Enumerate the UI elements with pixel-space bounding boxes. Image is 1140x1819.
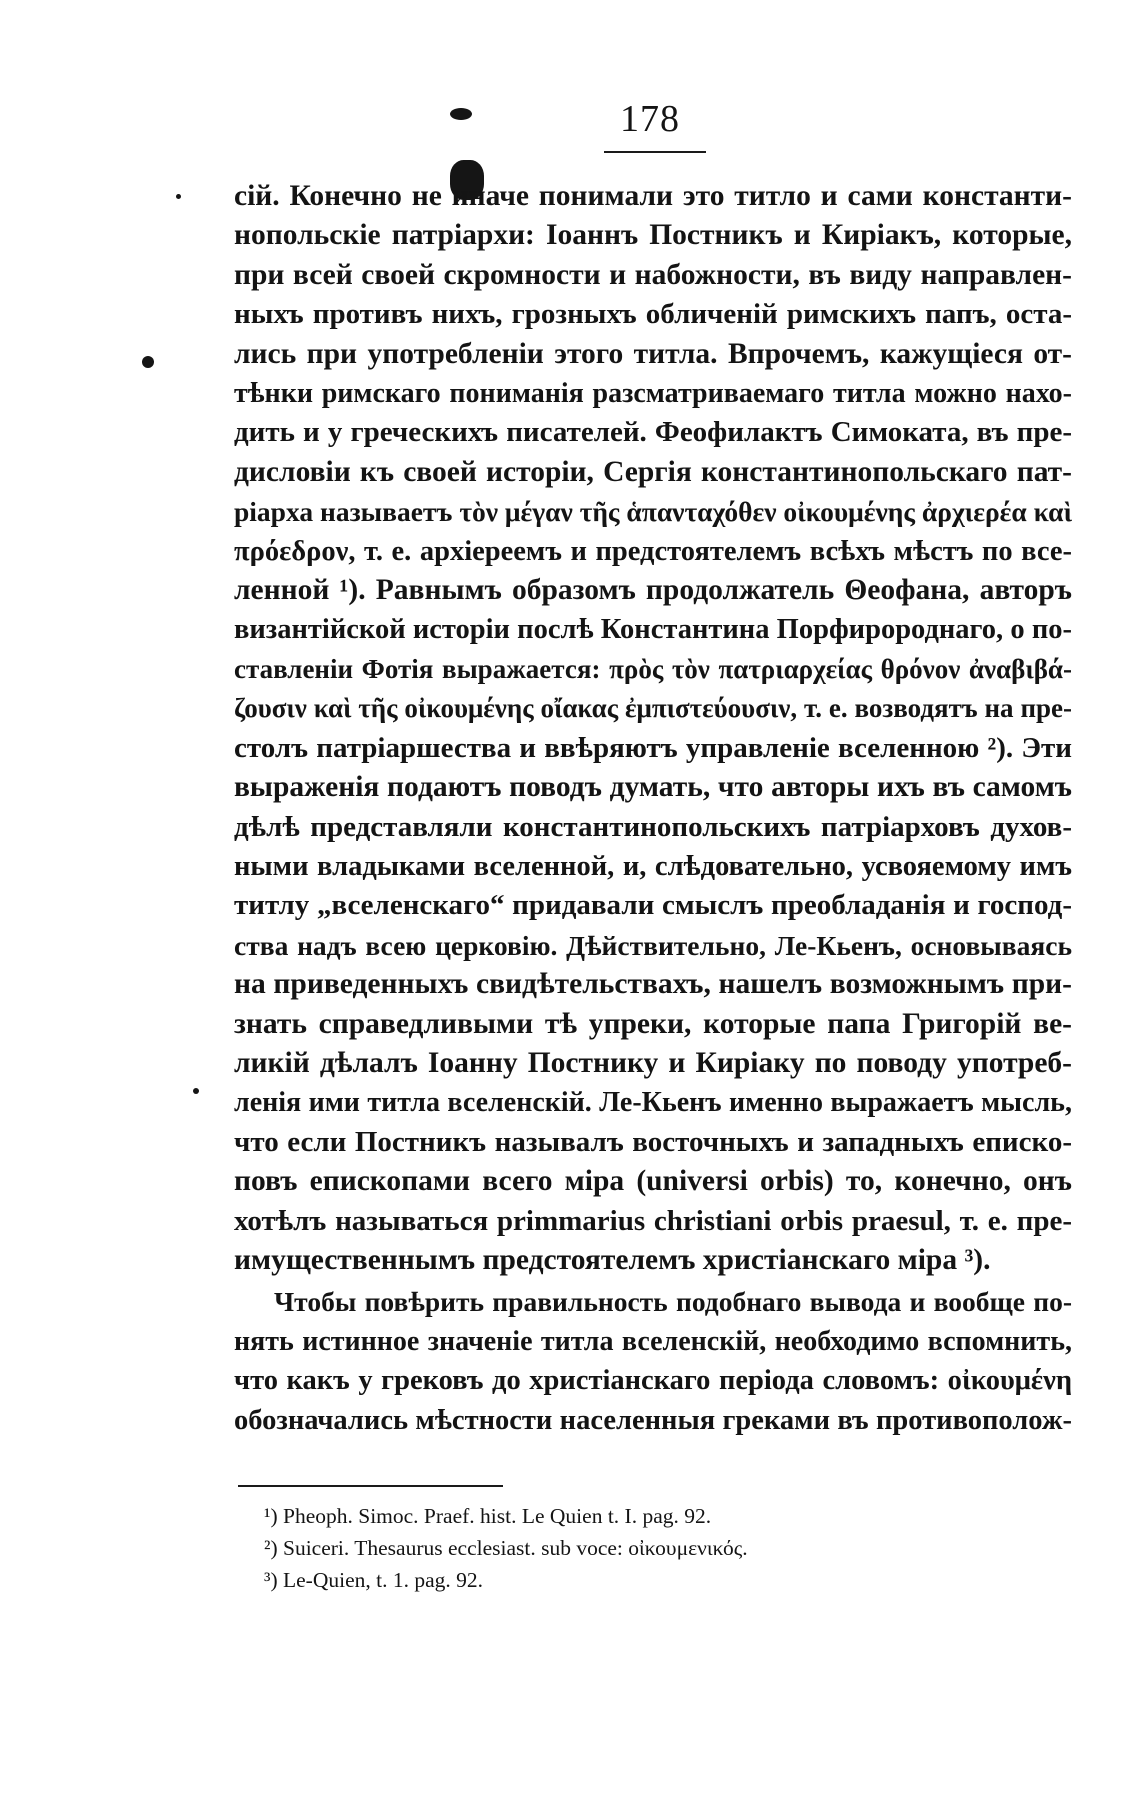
ink-blot [176,194,181,199]
text-line: ленія ими титла вселенскій. Ле-Кьенъ именно выражаетъ мысль, [234,1087,1072,1119]
text-line: имущественнымъ предстоятелемъ христіанскаго міра ³). [234,1243,991,1276]
text-line: повъ епископами всего міра (universi orbis) то, конечно, онъ [234,1165,1072,1198]
text-line: ства надъ всею церковію. Дѣйствительно, Ле-Кьенъ, основываясь [234,929,1072,961]
text-line: ликій дѣлалъ Іоанну Постнику и Киріаку по поводу употреб- [234,1046,1072,1079]
footnote-rule [238,1485,503,1487]
text-line: на приведенныхъ свидѣтельствахъ, нашелъ возможнымъ при- [234,968,1072,1001]
ink-blot [193,1088,199,1094]
text-line: что если Постникъ называлъ восточныхъ и западныхъ еписко- [234,1125,1072,1158]
ink-blot [450,108,472,120]
body-text [234,177,1072,1440]
footnote: ¹) Pheoph. Simoc. Praef. hist. Le Quien t. I. pag. 92. [264,1504,712,1528]
text-line: титлу „вселенскаго“ придавали смыслъ преобладанія и господ- [234,889,1072,922]
text-line: византійской исторіи послѣ Константина Порфиророднаго, о по- [234,614,1072,646]
text-line: дисловіи къ своей исторіи, Сергія константинопольскаго пат- [234,455,1072,488]
text-line: дить и у греческихъ писателей. Феофилактъ Симоката, въ пре- [234,416,1072,449]
text-line: ныхъ противъ нихъ, грозныхъ обличеній римскихъ папъ, оста- [234,298,1072,331]
text-line: дѣлѣ представляли константинопольскихъ патріарховъ духов- [234,810,1072,843]
text-line: лись при употребленіи этого титла. Впрочемъ, кажущіеся от- [234,337,1072,370]
footnote: ²) Suiceri. Thesaurus ecclesiast. sub voce: οἰκουμενικός. [264,1536,748,1560]
text-line: ленной ¹). Равнымъ образомъ продолжатель Θеофана, авторъ [234,574,1072,607]
footnotes [264,1500,964,1596]
page-number-rule [604,151,706,153]
text-line: выраженія подаютъ поводъ думать, что авторы ихъ въ самомъ [234,771,1072,804]
text-line: ріарха называетъ τὸν μέγαν τῆς ἁπανταχόθεν οἰκουμένης ἀρχιερέα καὶ [234,496,1072,528]
text-line: нять истинное значеніе титла вселенскій, необходимо вспомнить, [234,1325,1072,1357]
text-line: Чтобы повѣрить правильность подобнаго вывода и вообще по- [274,1286,1072,1318]
text-line: cій. Конечно не иначе понимали это титло и сами константи- [234,180,1072,212]
text-line: при всей своей скромности и набожности, въ виду направлен- [234,258,1072,291]
text-line: хотѣлъ называться primmarius christiani orbis praesul, т. е. пре- [234,1204,1072,1237]
text-line: знать справедливыми тѣ упреки, которые папа Григорій ве- [234,1007,1072,1040]
ink-blot [142,356,154,368]
text-line: обозначались мѣстности населенныя греками въ противополож- [234,1404,1072,1436]
text-line: нопольскіе патріархи: Іоаннъ Постникъ и Киріакъ, которые, [234,219,1072,252]
text-line: πρόεδρον, т. е. архіереемъ и предстоятелемъ всѣхъ мѣстъ по все- [234,535,1072,567]
text-line: тѣнки римскаго пониманія разсматриваемаго титла можно нахо- [234,378,1072,410]
page-number: 178 [620,98,680,140]
text-line: столъ патріаршества и ввѣряютъ управленіе вселенною ²). Эти [234,731,1072,764]
text-line: ными владыками вселенной, и, слѣдовательно, усвояемому имъ [234,850,1072,882]
footnote: ³) Le-Quien, t. 1. pag. 92. [264,1568,483,1592]
text-line: ставленіи Фотія выражается: πρὸς τὸν πατριαρχείας θρόνον ἀναβιβά- [234,653,1072,684]
text-line: что какъ у грековъ до христіанскаго періода словомъ: οἰκουμένη [234,1365,1072,1397]
text-line: ζουσιν καὶ τῆς οἰκουμένης οἴακας ἐμπιστεύουσιν, т. е. возводятъ на пре- [234,693,1072,724]
